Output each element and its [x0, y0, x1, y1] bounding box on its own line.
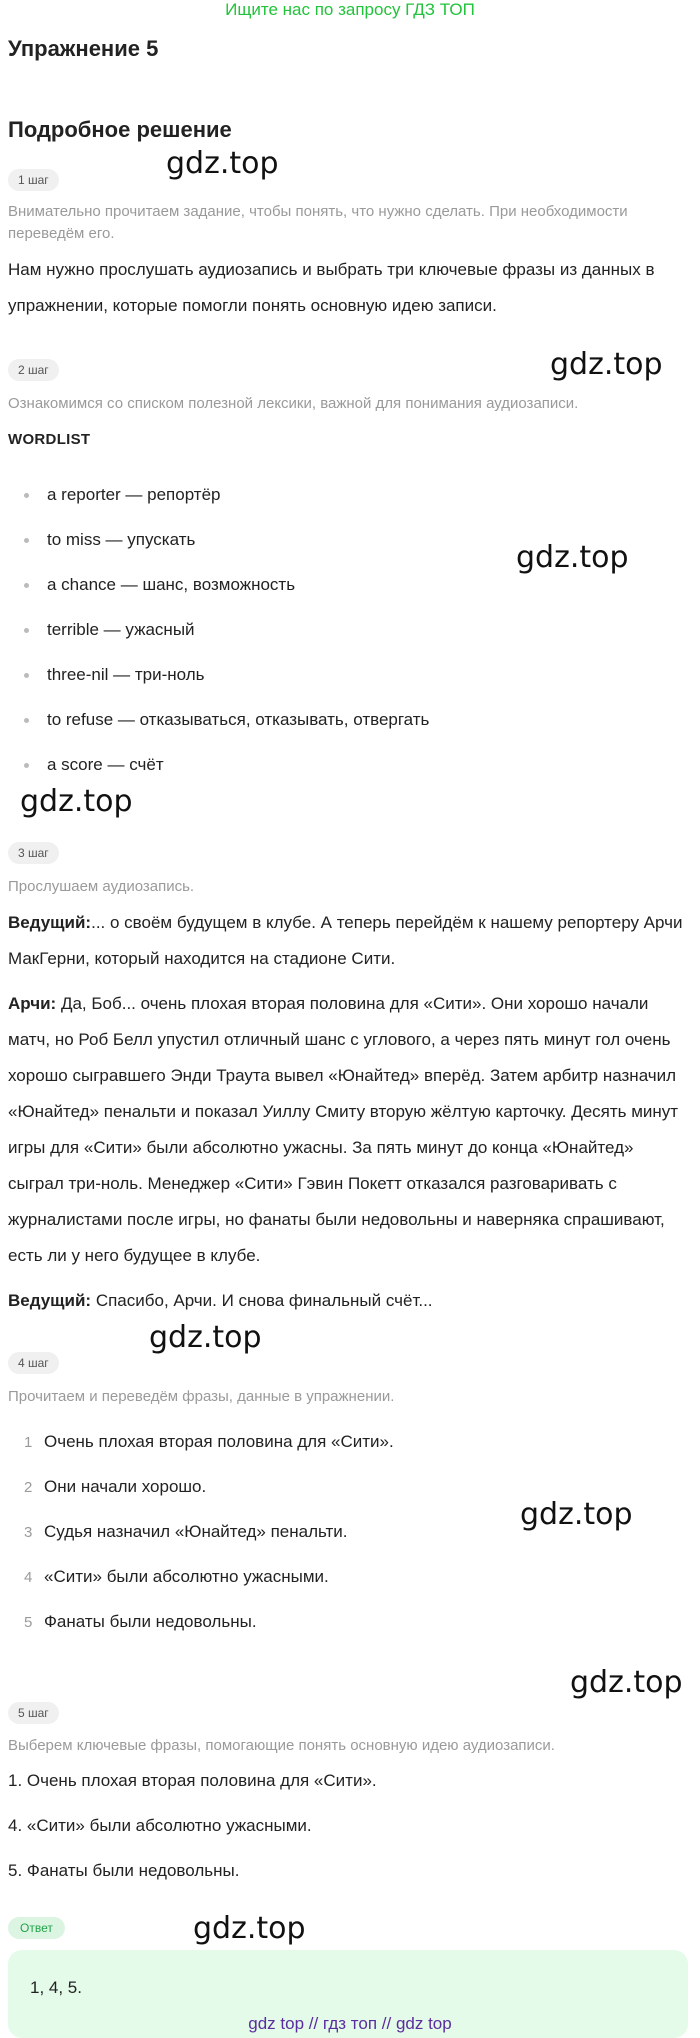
- watermark: gdz.top: [550, 347, 663, 382]
- dialogue-text: Спасибо, Арчи. И снова финальный счёт...: [91, 1291, 433, 1310]
- step-5-hint: Выберем ключевые фразы, помогающие понять основную идею аудиозаписи.: [8, 1737, 555, 1754]
- bullet-icon: [24, 718, 29, 723]
- list-item-text: to miss — упускать: [47, 530, 196, 549]
- dialogue-paragraph: [8, 986, 688, 1274]
- speaker-label: Ведущий:: [8, 913, 92, 932]
- dialogue-text: ... о своём будущем в клубе. А теперь перейдём к нашему репортеру Арчи МакГерни, который находится на стадионе Сити.: [8, 913, 683, 968]
- section-title: Подробное решение: [8, 117, 232, 142]
- step-5-badge: 5 шаг: [8, 1702, 59, 1724]
- watermark: gdz.top: [570, 1665, 683, 1700]
- item-number: 3: [24, 1524, 33, 1541]
- list-item: [24, 1520, 348, 1544]
- key-phrase: 1. Очень плохая вторая половина для «Сити».: [8, 1771, 377, 1790]
- key-phrase: 5. Фанаты были недовольны.: [8, 1861, 240, 1880]
- list-item-text: a score — счёт: [47, 755, 164, 774]
- list-item: [24, 1430, 394, 1454]
- item-number: 1: [24, 1434, 33, 1451]
- list-item-text: a reporter — репортёр: [47, 485, 221, 504]
- list-item: [24, 483, 221, 507]
- item-number: 5: [24, 1614, 33, 1631]
- watermark: gdz.top: [149, 1320, 262, 1355]
- step-1-badge: 1 шаг: [8, 169, 59, 191]
- list-item: [24, 1565, 329, 1589]
- list-item: [24, 753, 164, 777]
- bullet-icon: [24, 763, 29, 768]
- item-text: «Сити» были абсолютно ужасными.: [44, 1567, 329, 1586]
- list-item: [24, 1610, 257, 1634]
- bullet-icon: [24, 673, 29, 678]
- item-text: Судья назначил «Юнайтед» пенальти.: [44, 1522, 348, 1541]
- bullet-icon: [24, 628, 29, 633]
- page-title: Упражнение 5: [8, 36, 159, 61]
- answer-value: 1, 4, 5.: [30, 1978, 82, 1997]
- watermark: gdz.top: [166, 146, 279, 181]
- bullet-icon: [24, 538, 29, 543]
- dialogue-text: Да, Боб... очень плохая вторая половина для «Сити». Они хорошо начали матч, но Роб Белл упустил отличный шанс с углового, а через пять минут гол очень хорошо сыгравшего Энди Траута вывел «Юнайтед» вперёд. Затем арбитр назначил «Юнайтед» пенальти и показал Уиллу Смиту вторую жёлтую карточку. Десять минут игры для «Сити» были абсолютно ужасны. За пять минут до конца «Юнайтед» сыграл три-ноль. Менеджер «Сити» Гэвин Покетт отказался разговаривать с журналистами после игры, но фанаты были недовольны и наверняка спрашивают, есть ли у него будущее в клубе.: [8, 994, 679, 1265]
- wordlist-title: WORDLIST: [8, 431, 91, 448]
- step-3-hint: Прослушаем аудиозапись.: [8, 878, 195, 895]
- step-2-hint: Ознакомимся со списком полезной лексики, важной для понимания аудиозаписи.: [8, 395, 579, 412]
- speaker-label: Ведущий:: [8, 1291, 92, 1310]
- list-item-text: to refuse — отказываться, отказывать, отвергать: [47, 710, 430, 729]
- bullet-icon: [24, 583, 29, 588]
- footer-links: gdz top // гдз топ // gdz top: [248, 2014, 452, 2033]
- item-number: 4: [24, 1569, 33, 1586]
- list-item: [24, 573, 295, 597]
- dialogue-paragraph: [8, 905, 688, 977]
- list-item-text: terrible — ужасный: [47, 620, 195, 639]
- step-4-hint: Прочитаем и переведём фразы, данные в упражнении.: [8, 1388, 395, 1405]
- item-text: Фанаты были недовольны.: [44, 1612, 257, 1631]
- list-item-text: three-nil — три-ноль: [47, 665, 205, 684]
- watermark: gdz.top: [20, 784, 133, 819]
- item-text: Очень плохая вторая половина для «Сити».: [44, 1432, 394, 1451]
- list-item: [24, 663, 205, 687]
- top-banner: Ищите нас по запросу ГДЗ ТОП: [225, 0, 475, 19]
- step-1-text: Нам нужно прослушать аудиозапись и выбрать три ключевые фразы из данных в упражнении, которые помогли понять основную идею записи.: [8, 260, 655, 315]
- watermark: gdz.top: [516, 540, 629, 575]
- step-2-badge: 2 шаг: [8, 359, 59, 381]
- list-item: [24, 618, 195, 642]
- item-text: Они начали хорошо.: [44, 1477, 207, 1496]
- item-number: 2: [24, 1479, 33, 1496]
- step-4-badge: 4 шаг: [8, 1352, 59, 1374]
- watermark: gdz.top: [520, 1497, 633, 1532]
- step-1-hint: Внимательно прочитаем задание, чтобы понять, что нужно сделать. При необходимости переведём его.: [8, 203, 628, 242]
- watermark: gdz.top: [193, 1911, 306, 1946]
- dialogue-paragraph: [8, 1283, 688, 1319]
- bullet-icon: [24, 493, 29, 498]
- list-item: [24, 708, 429, 732]
- key-phrase: 4. «Сити» были абсолютно ужасными.: [8, 1816, 312, 1835]
- speaker-label: Арчи:: [8, 994, 57, 1013]
- list-item: [24, 1475, 206, 1499]
- answer-badge: Ответ: [8, 1917, 65, 1939]
- list-item: [24, 528, 195, 552]
- list-item-text: a chance — шанс, возможность: [47, 575, 296, 594]
- step-3-badge: 3 шаг: [8, 842, 59, 864]
